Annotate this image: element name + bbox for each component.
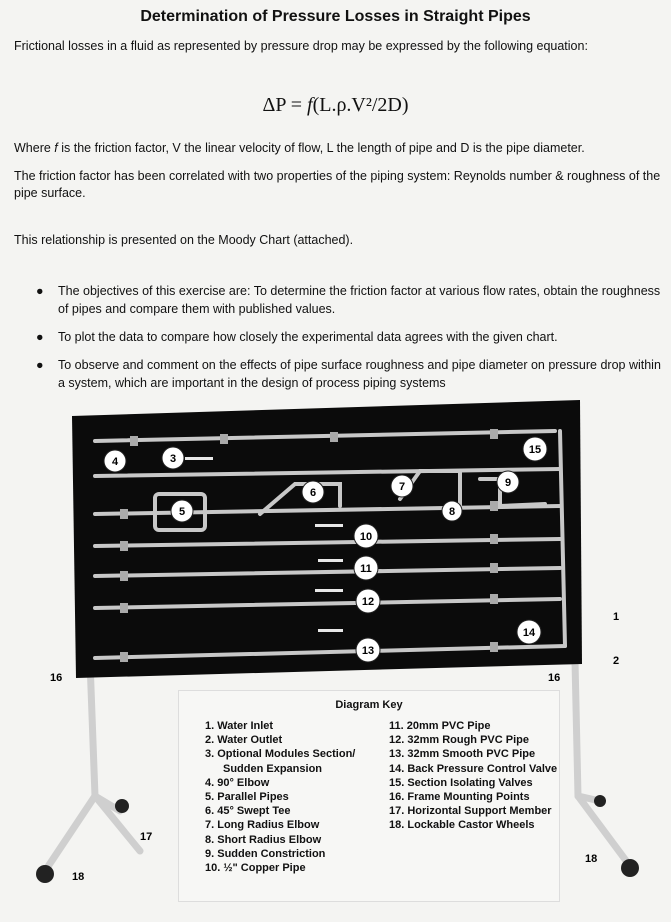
callout-5 [171,500,193,522]
callout-7 [391,475,413,497]
callout-label: 8 [448,506,456,518]
bullet-icon: ● [36,284,44,298]
callout-label: 7 [398,481,406,493]
key-item: 4. 90° Elbow [205,776,270,789]
callout-8 [442,501,462,521]
callout-17 [140,831,152,843]
page-title: Determination of Pressure Losses in Straight Pipes [140,8,531,25]
correlation-text: The friction factor has been correlated with two properties of the piping system: Reynolds number & roughness of the pipe surface. [14,169,661,200]
intro-text: Frictional losses in a fluid as represented by pressure drop may be expressed by the following equation: [14,39,588,53]
key-item: 7. Long Radius Elbow [205,819,320,832]
callout-14 [517,620,541,644]
callout-2 [613,655,619,667]
key-item: 5. Parallel Pipes [205,791,289,804]
key-item: 9. Sudden Constriction [205,847,326,860]
callout-label: 6 [309,487,317,499]
key-item: 18. Lockable Castor Wheels [389,819,535,832]
callout-12 [356,589,380,613]
bullet-text: The objectives of this exercise are: To determine the friction factor at various flow rates, obtain the roughness of pipes and compare them with published values. [58,284,661,316]
callout-label: 15 [528,444,542,456]
key-item: 8. Short Radius Elbow [205,833,322,846]
callout-label: 16 [50,672,63,684]
moody-text: This relationship is presented on the Moody Chart (attached). [14,233,354,247]
callout-3 [162,447,184,469]
objectives-list [14,282,671,402]
callout-4 [104,450,126,472]
callout-label: 3 [169,453,177,465]
bullet-icon: ● [36,330,44,344]
key-item: 6. 45° Swept Tee [205,805,291,818]
equation-lhs: ΔP = [262,94,302,116]
key-item: 14. Back Pressure Control Valve [389,762,558,775]
key-item: 16. Frame Mounting Points [389,791,530,804]
list-item [14,328,663,346]
list-item [14,356,663,392]
callout-11 [354,556,378,580]
callout-16-right [548,672,560,684]
callout-label: 1 [613,611,620,623]
bullet-text: To plot the data to compare how closely the experimental data agrees with the given chart. [58,330,558,344]
callout-16-left [50,672,62,684]
callout-label: 11 [360,563,372,575]
callout-label: 2 [613,655,620,667]
where-f: f [54,141,58,155]
where-rest: is the friction factor, V the linear velocity of flow, L the length of pipe and D is the pipe diameter. [57,141,585,155]
equation-args: (L.ρ.V²/2D) [312,94,409,116]
callout-label: 9 [504,477,512,489]
callout-18-left [72,871,84,883]
key-item: 13. 32mm Smooth PVC Pipe [389,748,536,761]
key-item: 11. 20mm PVC Pipe [389,720,491,732]
bullet-text: To observe and comment on the effects of pipe surface roughness and pipe diameter on pressure drop within a system, which are important in the design of process piping systems [58,358,661,390]
key-item: 17. Horizontal Support Member [389,805,552,818]
callout-label: 14 [522,627,536,639]
callout-1 [613,611,619,623]
key-item: 1. Water Inlet [205,720,274,732]
callout-label: 18 [72,871,85,883]
key-item: Sudden Expansion [223,762,323,775]
key-item: 10. ½" Copper Pipe [205,862,306,875]
callout-13 [356,638,380,662]
callout-18-right [585,853,597,865]
diagram-key-title: Diagram Key [335,699,403,711]
callout-label: 12 [361,596,375,608]
callout-10 [354,524,378,548]
callout-label: 18 [585,853,598,865]
key-item: 12. 32mm Rough PVC Pipe [389,734,529,747]
callout-label: 16 [548,672,561,684]
pressure-drop-equation [0,94,671,117]
list-item [14,282,663,318]
equation-function: f [307,94,313,116]
where-text [14,140,654,157]
callout-9 [497,471,519,493]
diagram-key-left-column [205,719,355,875]
where-prefix: Where [14,141,55,155]
callout-label: 13 [361,645,375,657]
diagram-key-right-column [389,719,557,833]
callout-6 [302,481,324,503]
diagram-key [178,690,560,902]
callout-label: 5 [178,506,186,518]
callout-label: 10 [359,531,373,543]
key-item: 3. Optional Modules Section/ [205,748,356,761]
bullet-icon: ● [36,358,44,372]
callout-label: 17 [140,831,153,843]
callout-label: 4 [111,456,119,468]
callout-15 [523,437,547,461]
key-item: 2. Water Outlet [205,734,283,747]
key-item: 15. Section Isolating Valves [389,776,533,789]
